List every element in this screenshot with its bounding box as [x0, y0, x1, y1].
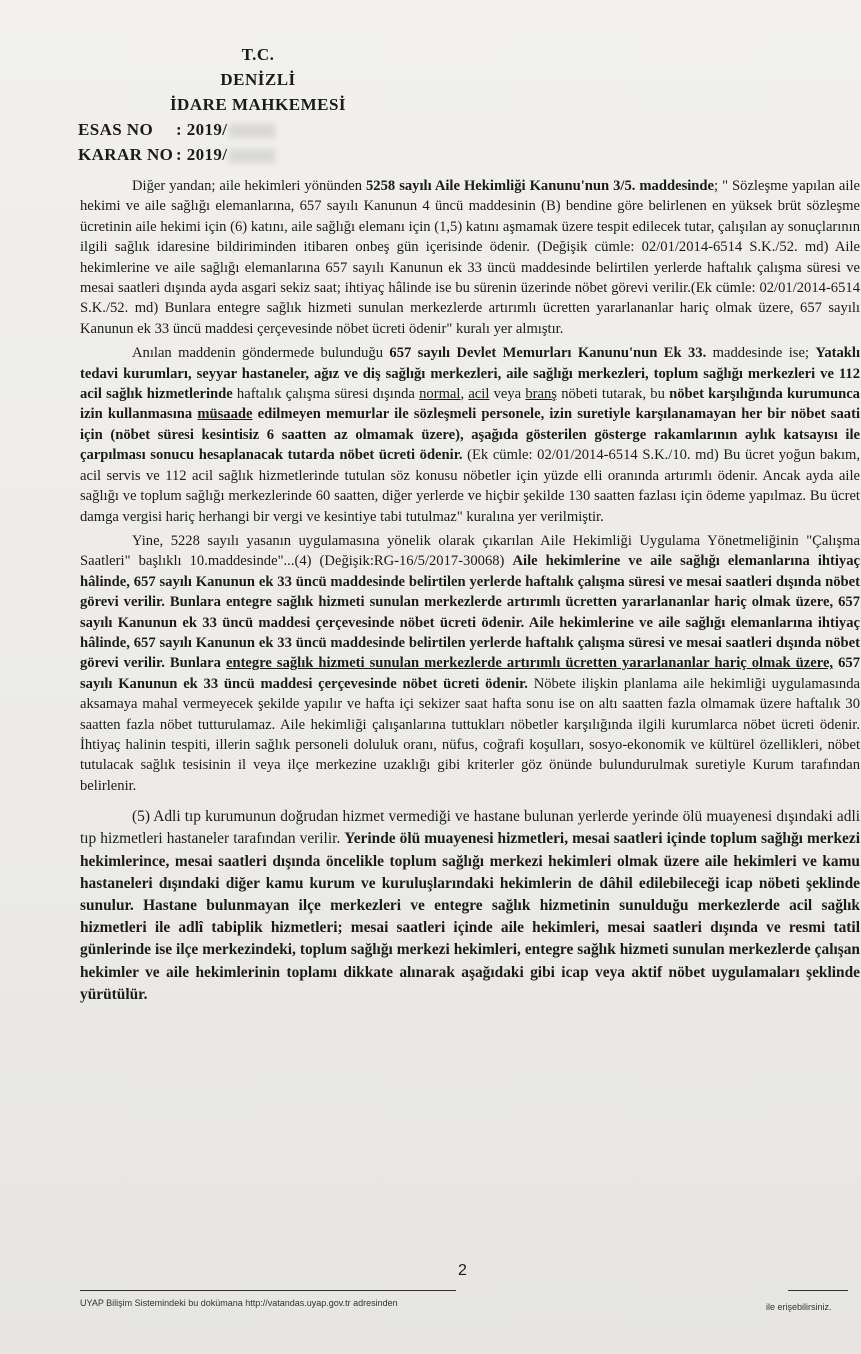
bold-run: nöbet karşılığında kurumunca izin kullanmasına [80, 386, 860, 423]
underlined-run: branş [525, 386, 557, 403]
bold-run: 5258 sayılı Aile Hekimliği Kanunu'nun 3/5. maddesinde [366, 178, 715, 194]
footer-rule-left [80, 1290, 456, 1291]
bold-run: 657 sayılı Kanunun ek 33 üncü maddesi çerçevesinde nöbet ücreti ödenir. [80, 655, 860, 692]
text-run: veya [489, 386, 526, 403]
esas-no-label: ESAS NO [78, 120, 154, 139]
text-run: (5) Adli tıp kurumunun doğrudan hizmet vermediği ve hastane bulunan yerlerde yerinde ölü muayenesi dışındaki adli tıp hizmetleri hastaneler tarafından verilir. [80, 808, 860, 848]
bold-run: Yataklı tedavi kurumları, seyyar hastaneler, ağız ve diş sağlığı merkezleri, aile sağlığı merkezleri, toplum sağlığı merkezleri ve 112 acil sağlık hizmetlerinde [80, 345, 861, 403]
text-run: Yine, 5228 sayılı yasanın uygulamasına yönelik olarak çıkarılan Aile Hekimliği Uygulama Yönetmeliğinin "Çalışma Saatleri" başlıklı 10.maddesinde"...(4) (Değişik:RG-16/5/2017-30068) [80, 532, 860, 570]
footer-rule-right [788, 1290, 848, 1291]
page-number: 2 [458, 1262, 467, 1279]
header-tc: T.C. [241, 45, 275, 64]
paragraph-3 [80, 531, 860, 796]
karar-no-label: KARAR NO [78, 145, 174, 164]
footer-note-right: ile erişebilirsiniz. [766, 1302, 832, 1312]
bold-run: Yerinde ölü muayenesi hizmetleri, mesai saatleri içinde toplum sağlığı merkezi hekimlerince, mesai saatleri dışında öncelikle toplum sağlığı merkezi hekimleri olmak üzere aile hekimleri ve kamu hastaneleri dışındaki diğer kamu kurum ve kuruluşlarındaki hekimlerin de dâhil edilebileceği icap nöbeti şeklinde sunulur. Hastane bulunmayan ilçe merkezleri ve entegre sağlık hizmetinin sunulduğu merkezlerde acil sağlık hizmetleri ile adlî tabiplik hizmetleri; mesai saatleri içinde aile hekimleri, mesai saatleri dışında ve resmi tatil günlerinde ise ilçe merkezindeki, toplum sağlığı merkezi hekimleri, entegre sağlık hizmeti sunulan merkezlerde çalışan hekimler ve aile hekimlerinin toplamı dikkate alınarak aşağıdaki gibi icap veya aktif nöbet uygulamaları şeklinde yürütülür. [80, 830, 860, 1003]
underlined-run: normal [419, 386, 461, 403]
text-run: maddesinde ise; [706, 345, 816, 362]
underlined-bold-run: entegre sağlık hizmeti sunulan merkezlerde artırımlı ücretten yararlananlar hariç olmak üzere, [225, 655, 834, 672]
text-run: nöbeti tutarak, bu [557, 386, 670, 403]
document-header [78, 42, 438, 167]
text-run: Nöbete ilişkin planlama aile hekimliği uygulamasında aksamaya mahal vermeyecek şekilde yapılır ve hafta içi sekizer saat hafta sonu ise on altı saatten fazla olmamak üzere haftalık 30 saatten fazla nöbet tutturulamaz. Aile hekimliği çalışanlarına tuttukları nöbetler karşılığında ilgili kurumlarca nöbet ücreti ödenir. İhtiyaç halinin tespiti, illerin sağlık personeli doluluk oranı, nüfus, coğrafi koşulları, sosyo-ekonomik ve kültürel özellikleri, nöbet tutulacak sağlık tesisinin il veya ilçe merkezine uzaklığı gibi kriterler göz önünde bulundurulmak suretiyle Kurum tarafından belirlenir. [80, 675, 860, 794]
bold-run: Aile hekimlerine ve aile sağlığı elemanlarına ihtiyaç hâlinde, 657 sayılı Kanunun ek 33 üncü maddesinde belirtilen yerlerde haftalık çalışma süresi ve mesai saatleri dışında nöbet görevi verilir. Bunlara entegre sağlık hizmeti sunulan merkezlerde artırımlı ücretten yararlananlar hariç olmak üzere, 657 sayılı Kanunun ek 33 üncü maddesi çerçevesinde nöbet ücreti ödenir. Aile hekimlerine ve aile sağlığı elemanlarına ihtiyaç hâlinde, 657 sayılı Kanunun ek 33 üncü maddesinde belirtilen yerlerde haftalık çalışma süresi ve mesai saatleri dışında nöbet görevi verilir. Bunlara [80, 553, 860, 672]
header-court: İDARE MAHKEMESİ [169, 95, 347, 114]
underlined-run: acil [468, 386, 490, 403]
text-run: haftalık çalışma süresi dışında [232, 386, 420, 403]
esas-no-value: : 2019/ [176, 120, 228, 139]
redaction-blur [229, 149, 275, 163]
text-run: , [460, 386, 469, 403]
header-city: DENİZLİ [220, 70, 296, 89]
bold-run: edilmeyen memurlar ile sözleşmeli personele, izin suretiyle karşılanamayan her bir nöbet saati için (nöbet süresi kesintisiz 6 saatten az olmamak üzere), aşağıda gösterilen gösterge rakamlarının aylık katsayısı ile çarpılması sonucu hesaplanacak tutarda nöbet ücreti ödenir. [80, 406, 860, 464]
text-run: ; " Sözleşme yapılan aile hekimi ve aile sağlığı elemanlarına, 657 sayılı Kanunun 4 üncü maddesinin (B) bendine göre belirlenen en yüksek brüt sözleşme ücretinin aile hekimi için (6) katını, aile sağlığı elemanı için (1,5) katını aşmamak üzere tespit edilecek tutar, çalışılan ay sonuçlarının ilgili sağlık idaresine bildiriminden itibaren onbeş gün içerisinde ödenir. (Değişik cümle: 02/01/2014-6514 S.K./52. md) Aile hekimlerine ve aile sağlığı elemanlarına 657 sayılı Kanunun ek 33 üncü maddesinde belirtilen yerlerde haftalık çalışma süresi ve mesai saatleri dışında ayda asgari sekiz saat; ihtiyaç hâlinde ise bu sürenin üzerinde nöbet görevi verilir.(Ek cümle: 02/01/2014-6514 S.K./52. md) Bunlara entegre sağlık hizmeti sunulan merkezlerde artırımlı ücretten yararlananlar hariç olmak üzere, 657 sayılı Kanunun ek 33 üncü maddesi çerçevesinde nöbet ücreti ödenir" kuralı yer almıştır. [80, 178, 860, 337]
underlined-bold-run: müsaade [197, 406, 253, 423]
bold-run: 657 sayılı Devlet Memurları Kanunu'nun Ek 33. [389, 345, 707, 362]
document-body [80, 176, 860, 1010]
footer-note-left: UYAP Bilişim Sistemindeki bu dokümana http://vatandas.uyap.gov.tr adresinden [80, 1298, 398, 1308]
karar-no-value: : 2019/ [176, 145, 228, 164]
text-run: Diğer yandan; aile hekimleri yönünden [132, 178, 366, 194]
redaction-blur [229, 124, 275, 138]
paragraph-2 [80, 343, 860, 527]
text-run: Anılan maddenin göndermede bulunduğu [132, 345, 390, 362]
text-run: (Ek cümle: 02/01/2014-6514 S.K./10. md) Bu ücret yoğun bakım, acil servis ve 112 acil sağlık hizmetlerinde tutulan söz konusu nöbetler için yüzde elli oranında artırımlı ödenir. Ancak ayda aile sağlığı ve toplum sağlığı merkezlerinde 60 saatten, diğer yerlerde ve hiçbir şekilde 130 saatten fazlası için ödeme yapılmaz. Bu ücret damga vergisi hariç herhangi bir vergi ve kesintiye tabi tutulmaz" kuralına yer verilmiştir. [80, 447, 860, 525]
paragraph-1 [80, 176, 860, 339]
karar-no-row [78, 142, 438, 167]
paragraph-4 [80, 806, 860, 1006]
esas-no-row [78, 117, 438, 142]
